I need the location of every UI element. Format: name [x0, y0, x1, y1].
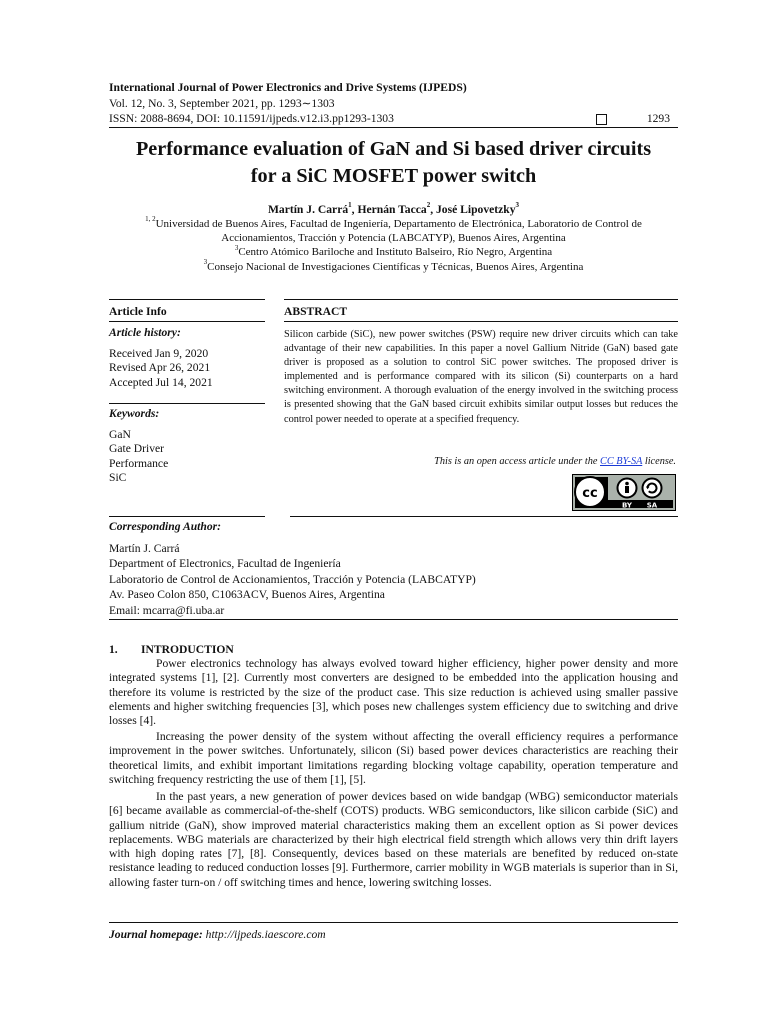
corresponding-address: Av. Paseo Colon 850, C1063ACV, Buenos Aires, Argentina [109, 588, 385, 602]
journal-issn-row [109, 111, 678, 127]
intro-paragraph-2: Increasing the power density of the system without affecting the overall efficiency requires a performance improvement in the power switches. Unfortunately, silicon (Si) based power devices characteristics are reaching their theoretical limits, and exhibit important limitations regarding blocking voltage capability, operation temperature and switching frequency restricting the use of them [1], [5]. [109, 730, 678, 786]
section-heading [109, 643, 234, 656]
homepage-url[interactable]: http://ijpeds.iaescore.com [205, 928, 326, 941]
corresponding-lab: Laboratorio de Control de Accionamientos, Tracción y Potencia (LABCATYP) [109, 572, 476, 586]
keywords-heading: Keywords: [109, 407, 160, 420]
cc-logo-icon [575, 477, 605, 507]
author-1: Martín J. Carrá [267, 203, 349, 216]
section-title: INTRODUCTION [141, 643, 234, 656]
revised-date: Revised Apr 26, 2021 [109, 361, 211, 375]
cc-by-sa-link[interactable]: CC BY-SA [600, 456, 643, 467]
corresponding-top-rule [109, 516, 265, 517]
journal-issn-doi: ISSN: 2088-8694, DOI: 10.11591/ijpeds.v12.i3.pp1293-1303 [109, 112, 394, 125]
intro-paragraph-3: In the past years, a new generation of power devices based on wide bandgap (WBG) semiconductor materials [6] became available as commercial-of-the-shelf (COTS) products. WBG semiconductors, like silicon carbide (SiC) and gallium nitride (GaN), show improved material characteristics making them an excellent option as Si power devices replacements. WBG materials are characterized by their high electrical field strength which allows very thin drift layers with high doping rates [7], [8]. Consequently, devices based on these materials are benefited by reduced on-state resistance leading to reduced conduction losses [9]. Furthermore, carrier mobility in WGB materials is superior than in Si, allowing faster turn-on / off switching times and hence, lowering switching losses. [109, 790, 678, 889]
svg-text:cc: cc [582, 486, 598, 501]
history-heading: Article history: [109, 326, 181, 339]
attribution-icon [618, 479, 637, 498]
keyword-list [109, 428, 168, 486]
footer-rule [109, 922, 678, 923]
corresponding-details [109, 541, 476, 618]
journal-header [109, 80, 678, 127]
square-icon [596, 114, 607, 125]
corresponding-dept: Department of Electronics, Facultad de Ingeniería [109, 557, 341, 571]
affiliation-1 [109, 217, 678, 231]
corresponding-email[interactable]: Email: mcarra@fi.uba.ar [109, 603, 225, 617]
abstract-rule [284, 321, 678, 322]
journal-volume: Vol. 12, No. 3, September 2021, pp. 1293∼1303 [109, 96, 335, 110]
intro-paragraph-1: Power electronics technology has always evolved toward higher efficiency, higher power density and more integrated systems [1], [2]. Currently most converters are designed to be embedded into the application housing and therefore its volume is restricted by the size of the product case. This size reduction is achieved using smaller passive elements and higher switching frequencies [3], which poses new challenges system efficiency due to switching and drive losses [4]. [109, 657, 678, 728]
affiliation-2 [109, 245, 678, 259]
accepted-date: Accepted Jul 14, 2021 [109, 375, 213, 389]
badge-by-label: BY [621, 501, 633, 510]
journal-homepage [109, 928, 326, 941]
keyword-item: Gate Driver [109, 442, 165, 456]
paper-title [109, 136, 678, 190]
author-1-affil: 1 [348, 201, 352, 210]
section-number: 1. [109, 643, 118, 656]
abstract-top-rule [284, 299, 678, 300]
corresponding-name: Martín J. Carrá [109, 542, 180, 555]
affiliation-1-marker: 1, 2 [145, 215, 156, 224]
homepage-label: Journal homepage: [109, 928, 203, 941]
affiliation-3 [109, 257, 678, 274]
article-info-rule [109, 321, 265, 322]
keyword-item: GaN [109, 428, 131, 441]
share-alike-icon [643, 479, 662, 498]
paper-page [109, 0, 678, 1024]
cc-by-sa-badge[interactable] [572, 474, 676, 511]
corresponding-heading: Corresponding Author: [109, 520, 222, 533]
abstract-text: Silicon carbide (SiC), new power switches (PSW) require new driver circuits which can take advantage of their new capabilities. In this paper a novel Gallium Nitride (GaN) based gate driver is proposed as a solution to control SiC power switches. The proposed driver is implemented and is performance compared with its silicon (Si) counterparts on a hard switching environment. A thorough evaluation of the energy involved in the switching process is presented showing that the GaN based circuit exhibits similar output losses but reduces the control power needed to operate at a specified frequency. [284, 329, 678, 425]
open-access-note [284, 456, 676, 467]
keyword-item: Performance [109, 456, 169, 470]
paper-title-line2: for a SiC MOSFET power switch [250, 165, 537, 187]
journal-title: International Journal of Power Electronics and Drive Systems (IJPEDS) [109, 81, 467, 94]
page-number: 1293 [646, 112, 670, 125]
affiliation-1-line2: Accionamientos, Tracción y Potencia (LABCATYP), Buenos Aires, Argentina [221, 232, 566, 245]
affiliation-1-line1: Universidad de Buenos Aires, Facultad de Ingeniería, Departamento de Electrónica, Laboratorio de Control de [155, 218, 642, 230]
article-info-heading: Article Info [109, 305, 167, 318]
affiliation-2-text: Centro Atómico Bariloche and Instituto Balseiro, Río Negro, Argentina [238, 246, 553, 259]
front-matter-bottom-rule [109, 619, 678, 620]
author-3-affil: 3 [515, 201, 520, 210]
author-3: José Lipovetzky [435, 203, 516, 216]
abstract-bottom-rule [290, 516, 678, 517]
affiliation-3-text: Consejo Nacional de Investigaciones Científicas y Técnicas, Buenos Aires, Argentina [207, 260, 584, 273]
author-2: Hernán Tacca [357, 203, 427, 216]
affiliation-3-marker: 3 [203, 257, 208, 266]
affiliation-2-marker: 3 [234, 243, 239, 252]
history-dates [109, 347, 213, 390]
author-list: Martín J. Carrá$^1$, Hernán Tacca$^2$, José Lipovetzky$^3$ [267, 201, 520, 216]
keyword-item: SiC [109, 471, 127, 485]
open-access-suffix: license. [644, 456, 676, 467]
history-rule [109, 403, 265, 404]
badge-sa-label: SA [646, 501, 658, 510]
article-info-top-rule [109, 299, 265, 300]
header-rule [109, 127, 678, 128]
open-access-prefix: This is an open access article under the [434, 456, 598, 467]
abstract-heading: ABSTRACT [284, 305, 348, 318]
paper-title-line1: Performance evaluation of GaN and Si based driver circuits [135, 138, 652, 160]
author-2-affil: 2 [426, 201, 431, 210]
affiliations [109, 217, 678, 274]
received-date: Received Jan 9, 2020 [109, 347, 209, 360]
